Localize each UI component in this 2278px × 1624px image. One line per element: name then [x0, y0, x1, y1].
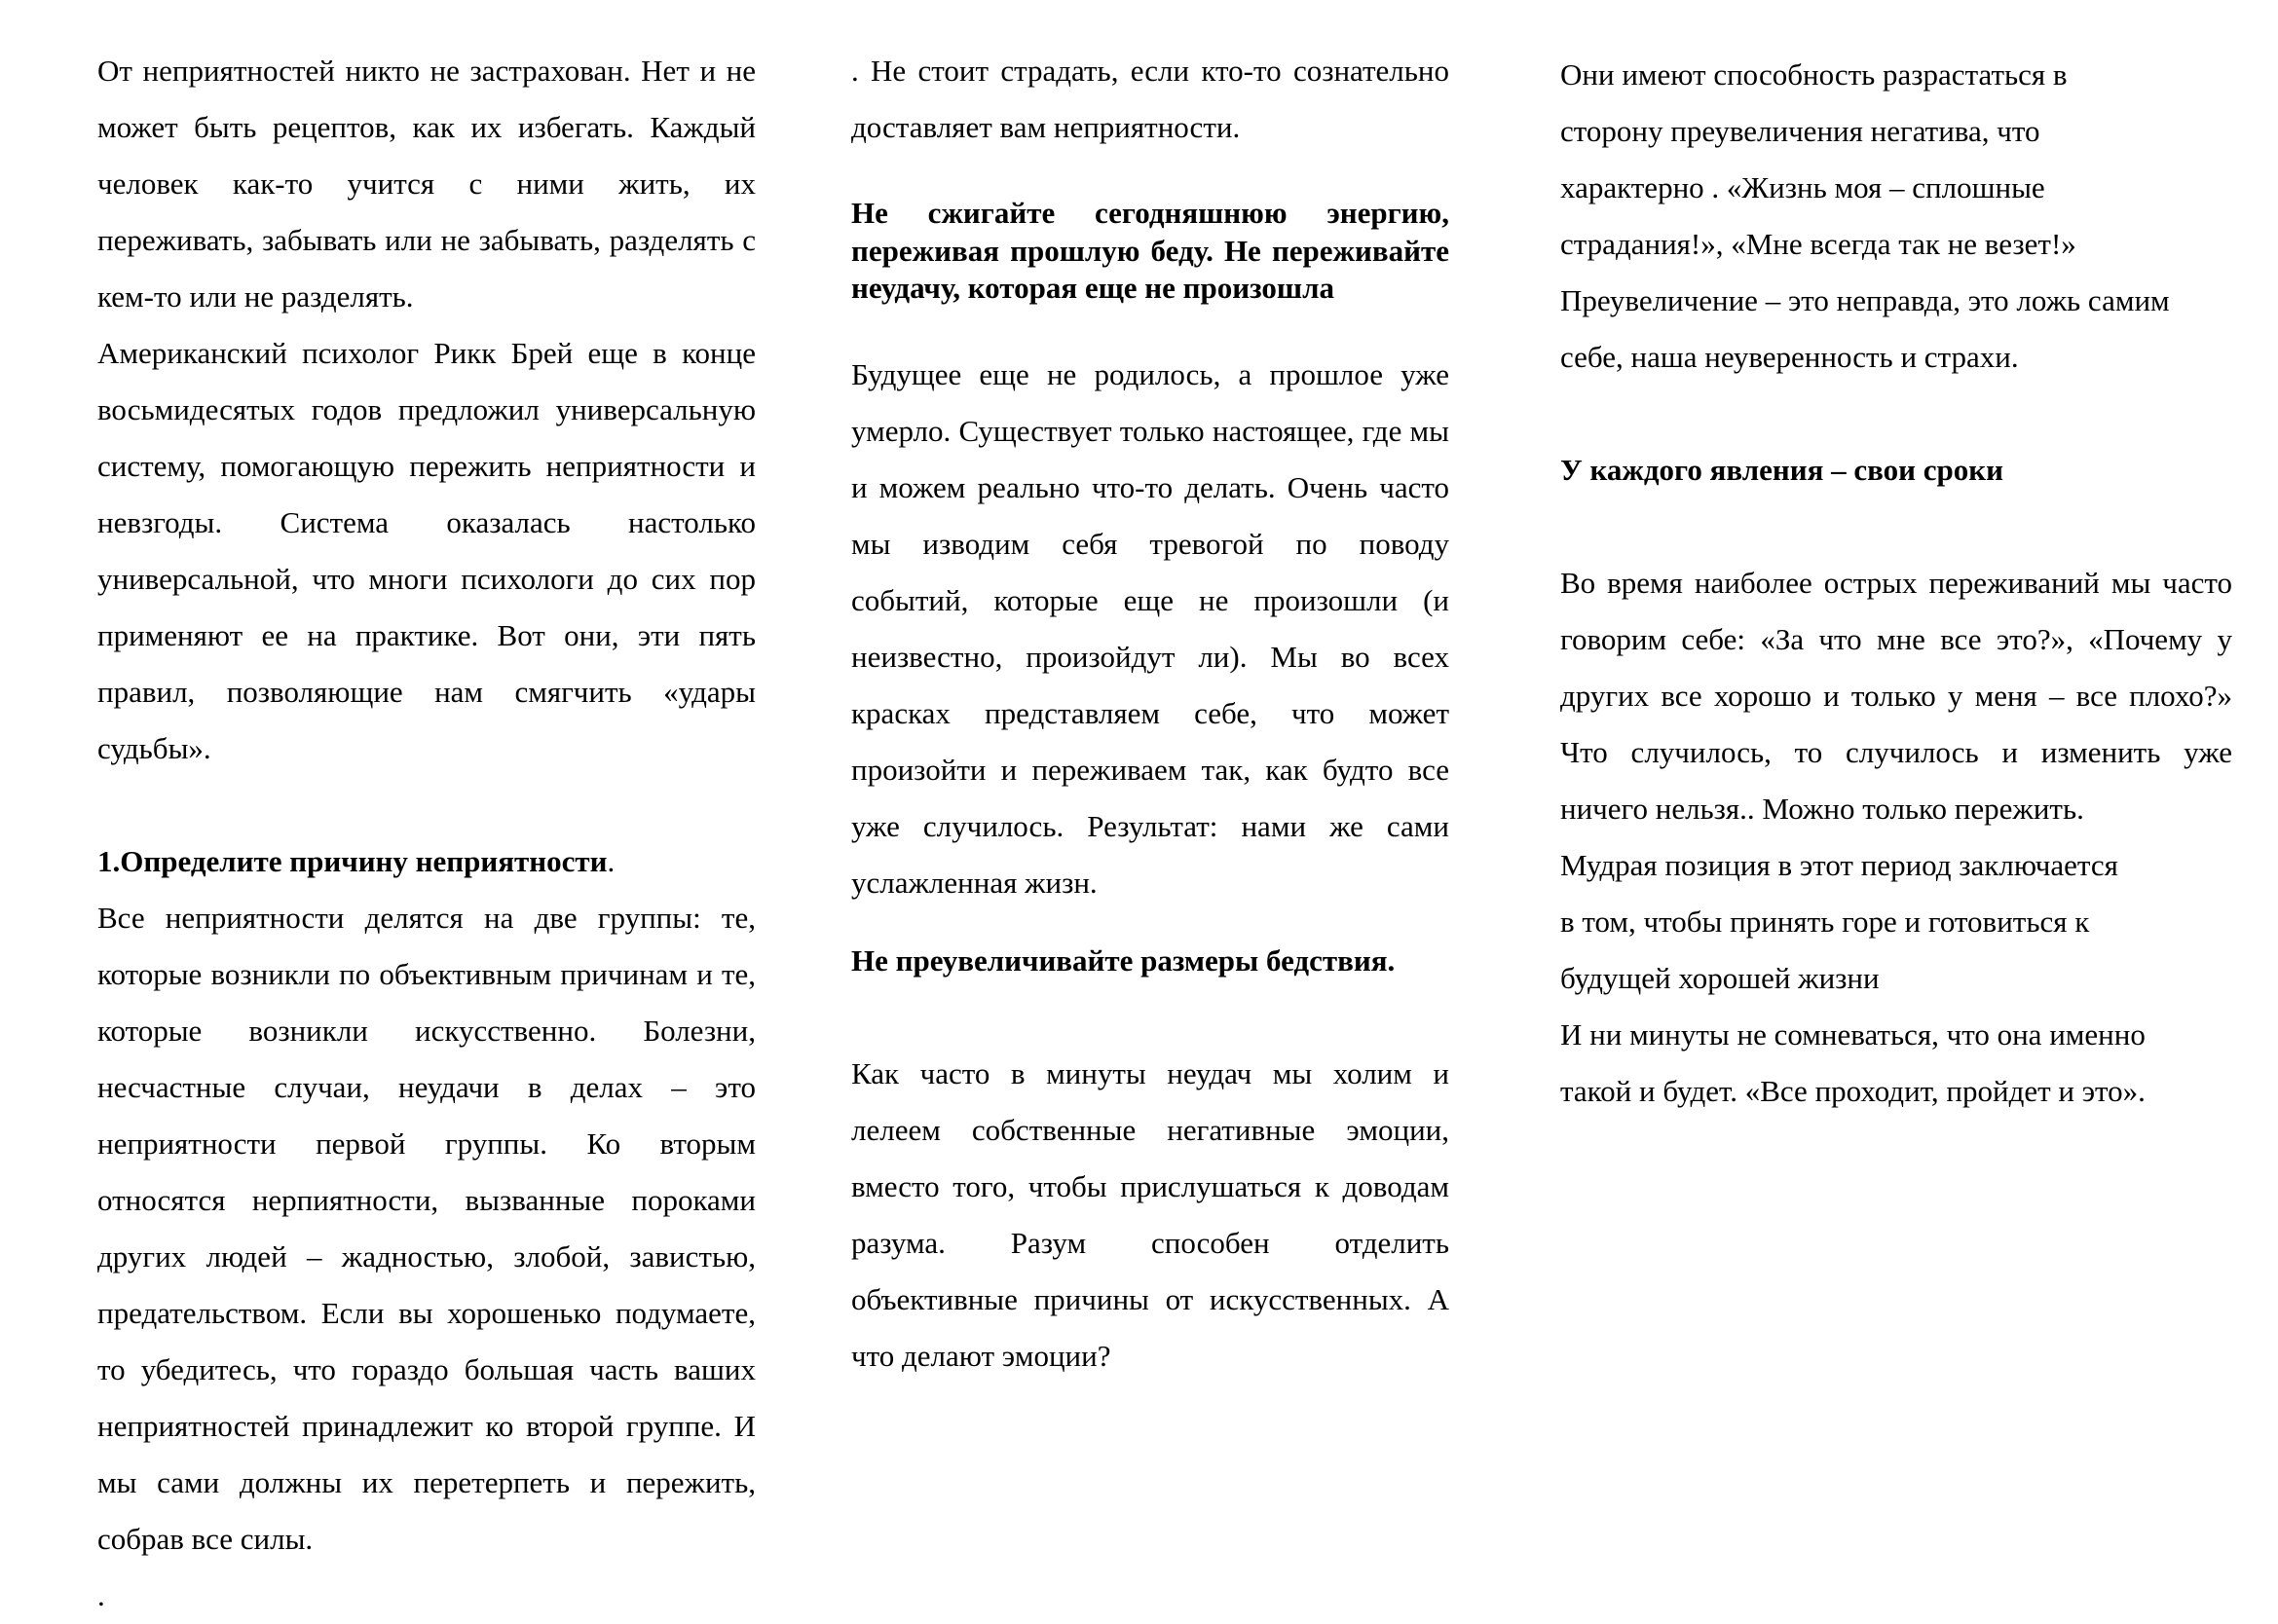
column-left — [97, 0, 756, 1624]
rule4-paragraph: Во время наиболее острых переживаний мы часто говорим себе: «За что мне все это?», «Почему у других все хорошо и только у меня – все плохо?» Что случилось, то случилось и изменить уже ничего нельзя.. Можно только пережить. — [1560, 566, 2232, 826]
continuation-paragraph: . Не стоит страдать, если кто-то сознательно доставляет вам неприятности. — [851, 54, 1449, 144]
col3-line: Мудрая позиция в этот период заключается — [1560, 848, 2118, 882]
column-middle — [851, 0, 1449, 1384]
rule2-paragraph: Будущее еще не родилось, а прошлое уже умерло. Существует только настоящее, где мы и можем реально что-то делать. Очень часто мы изводим себя тревогой по поводу событий, которые еще не произошли (и неизвестно, произойдут ли). Мы во всех красках представляем себе, что может произойти и переживаем так, как будто все уже случилось. Результат: нами же сами услажленная жизн. — [851, 356, 1449, 900]
rule1-paragraph: Все неприятности делятся на две группы: те, которые возникли по объективным причинам и те, которые возникли искусственно. Болезни, несчастные случаи, неудачи в делах – это неприятности первой группы. Ко вторым относятся нерпиятности, вызванные пороками других людей – жадностью, злобой, завистью, предательством. Если вы хорошенько подумаете, то убедитесь, что гораздо большая часть ваших неприятностей принадлежит ко второй группе. И мы сами должны их перетерпеть и пережить, собрав все силы. — [97, 901, 756, 1556]
rule2-heading: Не сжигайте сегодняшнюю энергию, переживая прошлую беду. Не переживайте неудачу, которая еще не произошла — [851, 196, 1449, 305]
rule1-heading-line — [97, 833, 756, 890]
col3-line: сторону преувеличения негатива, что — [1560, 114, 2040, 148]
col3-line: Преувеличение – это неправда, это ложь самим — [1560, 283, 2170, 317]
col3-line: себе, наша неуверенность и страхи. — [1560, 340, 2019, 374]
rule3-paragraph: Как часто в минуты неудач мы холим и лелеем собственные негативные эмоции, вместо того, чтобы прислушаться к доводам разума. Разум способен отделить объективные причины от искусственных. А что делают эмоции? — [851, 1055, 1449, 1373]
rule4-heading: У каждого явления – свои сроки — [1560, 453, 2003, 487]
col3-line: такой и будет. «Все проходит, пройдет и это». — [1560, 1074, 2146, 1108]
col3-lines-block-2 — [1560, 837, 2232, 1120]
col3-line: Они имеют способность разрастаться в — [1560, 57, 2068, 92]
column-right — [1560, 0, 2232, 1120]
intro-paragraph: От неприятностей никто не застрахован. Нет и не может быть рецептов, как их избегать. Каждый человек как-то учится с ними жить, их переживать, забывать или не забывать, разделять с кем-то или не разделять. — [97, 54, 756, 314]
col3-line: характерно . «Жизнь моя – сплошные — [1560, 170, 2045, 204]
rule1-heading: 1.Определите причину неприятности — [97, 844, 608, 878]
history-paragraph: Американский психолог Рикк Брей еще в конце восьмидесятых годов предложил универсальную систему, помогающую пережить неприятности и невзгоды. Система оказалась настолько универсальной, что многи психологи до сих пор применяют ее на практике. Вот они, эти пять правил, позволяющие нам смягчить «удары судьбы». — [97, 336, 756, 765]
col3-line: страдания!», «Мне всегда так не везет!» — [1560, 227, 2076, 261]
trailing-dot: . — [97, 1578, 105, 1612]
col3-line: И ни минуты не сомневаться, что она именно — [1560, 1017, 2146, 1052]
col3-lines-block-1 — [1560, 47, 2232, 386]
col3-line: будущей хорошей жизни — [1560, 961, 1880, 995]
col3-line: в том, чтобы принять горе и готовиться к — [1560, 904, 2090, 939]
rule3-heading: Не преувеличивайте размеры бедствия. — [851, 942, 1396, 978]
rule1-heading-period: . — [607, 844, 616, 878]
